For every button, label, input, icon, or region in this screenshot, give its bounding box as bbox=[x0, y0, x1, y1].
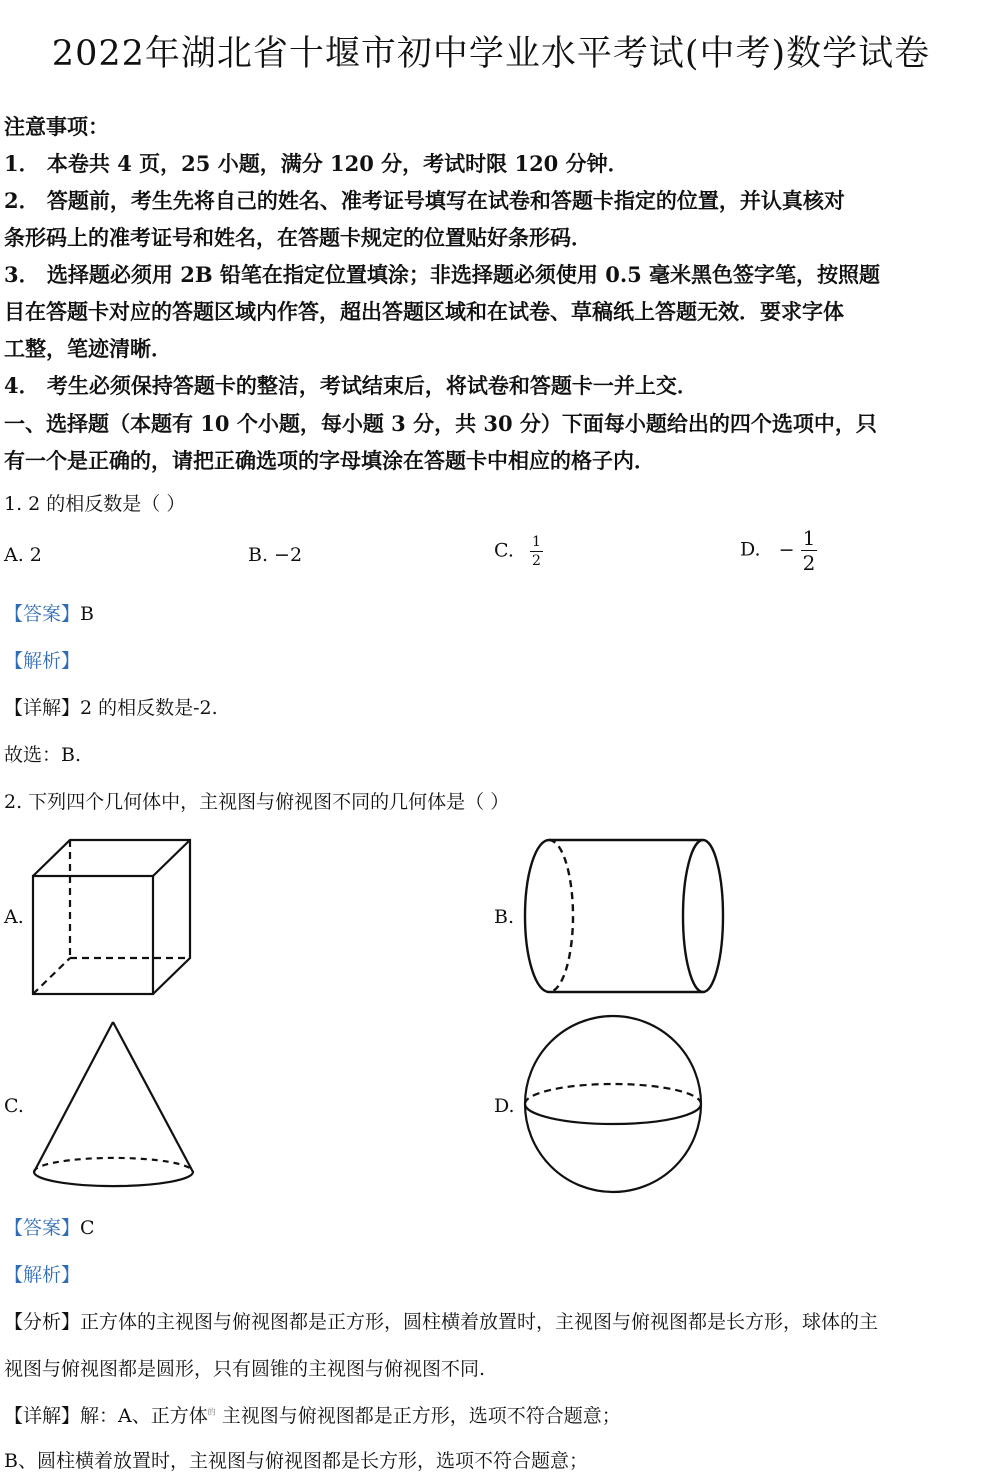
answer-value: B bbox=[80, 603, 94, 625]
notes-line: 2． 答题前，考生先将自己的姓名、准考证号填写在试卷和答题卡指定的位置，并认真核对 bbox=[4, 188, 845, 213]
q1-choice: 故选：B. bbox=[4, 744, 82, 766]
q2-detail-text: 主视图与俯视图都是正方形，选项不符合题意； bbox=[215, 1405, 621, 1427]
q2-detail-b: B、圆柱横着放置时，主视图与俯视图都是长方形，选项不符合题意； bbox=[4, 1450, 588, 1472]
fraction-numerator: 1 bbox=[531, 534, 541, 550]
sphere-equator-hidden bbox=[525, 1084, 701, 1104]
q2-option-c-label: C. bbox=[4, 1095, 24, 1117]
fraction-numerator: 1 bbox=[802, 526, 816, 550]
q1-option-b: B. −2 bbox=[248, 544, 303, 566]
notes-heading: 注意事项： bbox=[4, 114, 109, 139]
notes-line: 工整，笔迹清晰． bbox=[4, 336, 172, 361]
q2-option-b-label: B. bbox=[494, 906, 515, 928]
q1-option-c-label: C. bbox=[494, 539, 514, 562]
fraction-denominator: 2 bbox=[802, 551, 816, 575]
notes-line: 条形码上的准考证号和姓名，在答题卡规定的位置贴好条形码． bbox=[4, 225, 592, 250]
notes-line: 3． 选择题必须用 2B 铅笔在指定位置填涂；非选择题必须使用 0.5 毫米黑色签字笔，按照题 bbox=[4, 262, 881, 287]
minus-sign: − bbox=[778, 538, 795, 561]
section-heading: 有一个是正确的，请把正确选项的字母填涂在答题卡中相应的格子内． bbox=[4, 448, 655, 473]
q1-stem: 1. 2 的相反数是（ ） bbox=[4, 493, 186, 515]
q2-analysis-tag: 【解析】 bbox=[4, 1264, 81, 1286]
q2-option-d-label: D. bbox=[494, 1095, 515, 1117]
q2-detail-text: 【详解】解：A、正方体 bbox=[4, 1405, 208, 1427]
notes-line: 1． 本卷共 4 页，25 小题，满分 120 分，考试时限 120 分钟． bbox=[4, 151, 629, 176]
section-heading: 一、选择题（本题有 10 个小题，每小题 3 分，共 30 分）下面每小题给出的四个选项中，只 bbox=[4, 411, 877, 436]
page-title: 2022年湖北省十堰市初中学业水平考试(中考)数学试卷 bbox=[51, 34, 931, 74]
answer-tag: 【答案】 bbox=[4, 603, 81, 625]
q2-stem: 2. 下列四个几何体中，主视图与俯视图不同的几何体是（ ） bbox=[4, 791, 510, 813]
q2-option-a-label: A. bbox=[4, 906, 24, 928]
q1-option-d-label: D. bbox=[740, 538, 761, 561]
answer-value: C bbox=[80, 1217, 95, 1239]
notes-line: 目在答题卡对应的答题区域内作答，超出答题区域和在试卷、草稿纸上答题无效．要求字体 bbox=[4, 299, 844, 324]
notes-line: 4． 考生必须保持答题卡的整洁，考试结束后，将试卷和答题卡一并上交． bbox=[4, 373, 698, 398]
q1-option-a: A. 2 bbox=[4, 544, 42, 566]
q2-analysis-line: 【分析】正方体的主视图与俯视图都是正方形，圆柱横着放置时，主视图与俯视图都是长方形，球体的主 bbox=[4, 1311, 879, 1333]
fraction-denominator: 2 bbox=[531, 553, 541, 569]
q2-analysis-line: 视图与俯视图都是圆形，只有圆锥的主视图与俯视图不同. bbox=[4, 1358, 486, 1380]
q2-detail-mark: 的 bbox=[207, 1407, 216, 1417]
q2-detail bbox=[4, 1401, 621, 1428]
q2-answer bbox=[4, 1213, 95, 1240]
sphere-equator-front bbox=[525, 1104, 701, 1124]
q1-analysis-tag: 【解析】 bbox=[4, 650, 81, 672]
answer-tag: 【答案】 bbox=[4, 1217, 81, 1239]
sphere-outline bbox=[525, 1016, 701, 1192]
q1-detail: 【详解】2 的相反数是-2. bbox=[4, 697, 218, 719]
